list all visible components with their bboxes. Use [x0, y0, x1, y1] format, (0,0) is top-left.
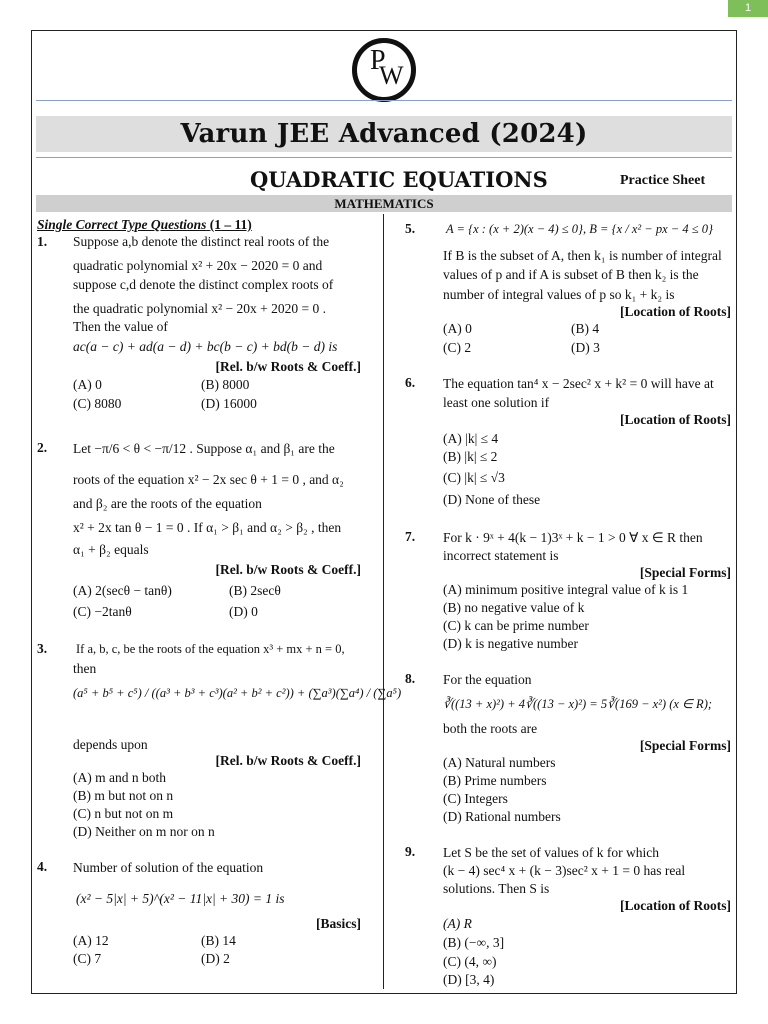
question-formula: ∛((13 + x)²) + 4∛((13 − x)²) = 5∛(169 − x²) (x ∈ R);: [443, 697, 713, 711]
option-a[interactable]: (A) 2(secθ − tanθ): [73, 583, 172, 598]
option-c[interactable]: (C) 8080: [73, 396, 122, 411]
column-divider: [383, 214, 384, 989]
section-heading-range: (1 – 11): [209, 217, 252, 232]
section-heading: [37, 216, 252, 233]
question-text-line: If B is the subset of A, then k₁ is number of integral: [443, 248, 722, 263]
question-text-line: both the roots are: [443, 721, 538, 736]
option-d[interactable]: (D) 2: [201, 951, 230, 966]
question-text-line: the quadratic polynomial x² − 20x + 2020 = 0 .: [73, 301, 326, 316]
option-c[interactable]: (C) 2: [443, 340, 472, 355]
question-number: 7.: [405, 529, 416, 544]
question-topic-tag: [Rel. b/w Roots & Coeff.]: [215, 753, 361, 768]
question-text-line: Number of solution of the equation: [73, 860, 264, 875]
question-number: 4.: [37, 859, 48, 874]
page-number-badge: 1: [728, 0, 768, 17]
question-topic-tag: [Location of Roots]: [620, 898, 731, 913]
option-a[interactable]: (A) Natural numbers: [443, 755, 556, 770]
section-label: MATHEMATICS: [334, 196, 434, 211]
question-text-line: For k · 9ˣ + 4(k − 1)3ˣ + k − 1 > 0 ∀ x ∈ R then: [443, 530, 703, 545]
question-text-line: suppose c,d denote the distinct complex roots of: [73, 277, 334, 292]
question-number: 6.: [405, 375, 416, 390]
option-a[interactable]: (A) 0: [443, 321, 472, 336]
question-text-line: incorrect statement is: [443, 548, 559, 563]
option-d[interactable]: (D) None of these: [443, 492, 541, 507]
question-formula: (a⁵ + b⁵ + c⁵) / ((a³ + b³ + c³)(a² + b² + c²)) + (∑a³)(∑a⁴) / (∑a⁵): [73, 686, 402, 700]
option-c[interactable]: (C) 7: [73, 951, 102, 966]
option-a[interactable]: (A) m and n both: [73, 770, 166, 785]
option-c[interactable]: (C) |k| ≤ √3: [443, 470, 505, 485]
option-c[interactable]: (C) Integers: [443, 791, 508, 806]
question-formula: (x² − 5|x| + 5)^(x² − 11|x| + 30) = 1 is: [76, 891, 285, 906]
question-topic-tag: [Special Forms]: [639, 565, 731, 580]
logo-letter-p: P: [370, 45, 386, 76]
question-topic-tag: [Location of Roots]: [620, 412, 731, 427]
page-title: Varun JEE Advanced (2024): [180, 119, 588, 149]
question-number: 5.: [405, 221, 416, 236]
question-number: 9.: [405, 844, 416, 859]
question-text-line: number of integral values of p so k₁ + k₂ is: [443, 287, 675, 302]
question-number: 3.: [37, 641, 48, 656]
question-text-line: least one solution if: [443, 395, 550, 410]
logo-letter-w: W: [379, 61, 404, 90]
option-d[interactable]: (D) 16000: [201, 396, 257, 411]
question-text-line: roots of the equation x² − 2x sec θ + 1 = 0 , and α₂: [73, 472, 344, 487]
question-text-line: If a, b, c, be the roots of the equation x³ + mx + n = 0,: [76, 642, 345, 656]
option-c[interactable]: (C) (4, ∞): [443, 954, 497, 969]
question-topic-tag: [Rel. b/w Roots & Coeff.]: [215, 562, 361, 577]
option-d[interactable]: (D) Neither on m nor on n: [73, 824, 215, 839]
question-text-line: α₁ + β₂ equals: [73, 542, 149, 557]
option-c[interactable]: (C) −2tanθ: [73, 604, 132, 619]
option-d[interactable]: (D) k is negative number: [443, 636, 578, 651]
option-d[interactable]: (D) 3: [571, 340, 600, 355]
pw-logo: [352, 38, 416, 102]
option-b[interactable]: (B) 14: [201, 933, 236, 948]
question-text-line: quadratic polynomial x² + 20x − 2020 = 0 and: [73, 258, 323, 273]
option-c[interactable]: (C) k can be prime number: [443, 618, 589, 633]
question-topic-tag: [Rel. b/w Roots & Coeff.]: [215, 359, 361, 374]
header-rule: [36, 100, 732, 101]
option-a[interactable]: (A) 12: [73, 933, 109, 948]
question-topic-tag: [Special Forms]: [639, 738, 731, 753]
question-text-line: Let S be the set of values of k for which: [443, 845, 659, 860]
question-text-line: Let −π/6 < θ < −π/12 . Suppose α₁ and β₁ are the: [73, 441, 335, 456]
title-rule: [36, 157, 732, 158]
question-number: 8.: [405, 671, 416, 686]
question-formula: A = {x : (x + 2)(x − 4) ≤ 0}, B = {x / x² − px − 4 ≤ 0}: [446, 222, 713, 236]
option-b[interactable]: (B) (−∞, 3]: [443, 935, 505, 950]
option-b[interactable]: (B) Prime numbers: [443, 773, 547, 788]
question-text-line: (k − 4) sec⁴ x + (k − 3)sec² x + 1 = 0 has real: [443, 863, 686, 878]
question-text-line: For the equation: [443, 672, 532, 687]
question-text-line: values of p and if A is subset of B then k₂ is the: [443, 267, 699, 282]
option-c[interactable]: (C) n but not on m: [73, 806, 174, 821]
section-heading-label: Single Correct Type Questions: [37, 217, 207, 232]
question-number: 2.: [37, 440, 48, 455]
option-d[interactable]: (D) 0: [229, 604, 258, 619]
option-a[interactable]: (A) minimum positive integral value of k is 1: [443, 582, 689, 597]
question-number: 1.: [37, 234, 48, 249]
option-b[interactable]: (B) 4: [571, 321, 600, 336]
question-text-line: x² + 2x tan θ − 1 = 0 . If α₁ > β₁ and α₂ > β₂ , then: [73, 520, 342, 535]
sheet-label: Practice Sheet: [620, 173, 706, 188]
question-topic-tag: [Basics]: [316, 916, 361, 931]
question-text-line: Then the value of: [73, 319, 168, 334]
option-b[interactable]: (B) 2secθ: [229, 583, 281, 598]
option-a[interactable]: (A) 0: [73, 377, 102, 392]
question-text-line: solutions. Then S is: [443, 881, 550, 896]
option-b[interactable]: (B) |k| ≤ 2: [443, 449, 498, 464]
option-b[interactable]: (B) m but not on n: [73, 788, 174, 803]
subject-heading: QUADRATIC EQUATIONS: [250, 167, 548, 192]
question-text-line: and β₂ are the roots of the equation: [73, 496, 262, 511]
option-a[interactable]: (A) |k| ≤ 4: [443, 431, 499, 446]
question-text-line: ac(a − c) + ad(a − d) + bc(b − c) + bd(b − d) is: [73, 339, 338, 354]
option-b[interactable]: (B) no negative value of k: [443, 600, 585, 615]
question-text-line: then: [73, 661, 97, 676]
option-a[interactable]: (A) R: [443, 916, 472, 931]
option-d[interactable]: (D) [3, 4): [443, 972, 495, 987]
question-text-line: depends upon: [73, 737, 148, 752]
question-text-line: The equation tan⁴ x − 2sec² x + k² = 0 will have at: [443, 376, 714, 391]
option-b[interactable]: (B) 8000: [201, 377, 250, 392]
question-topic-tag: [Location of Roots]: [620, 304, 731, 319]
option-d[interactable]: (D) Rational numbers: [443, 809, 561, 824]
question-text-line: Suppose a,b denote the distinct real roots of the: [73, 234, 330, 249]
